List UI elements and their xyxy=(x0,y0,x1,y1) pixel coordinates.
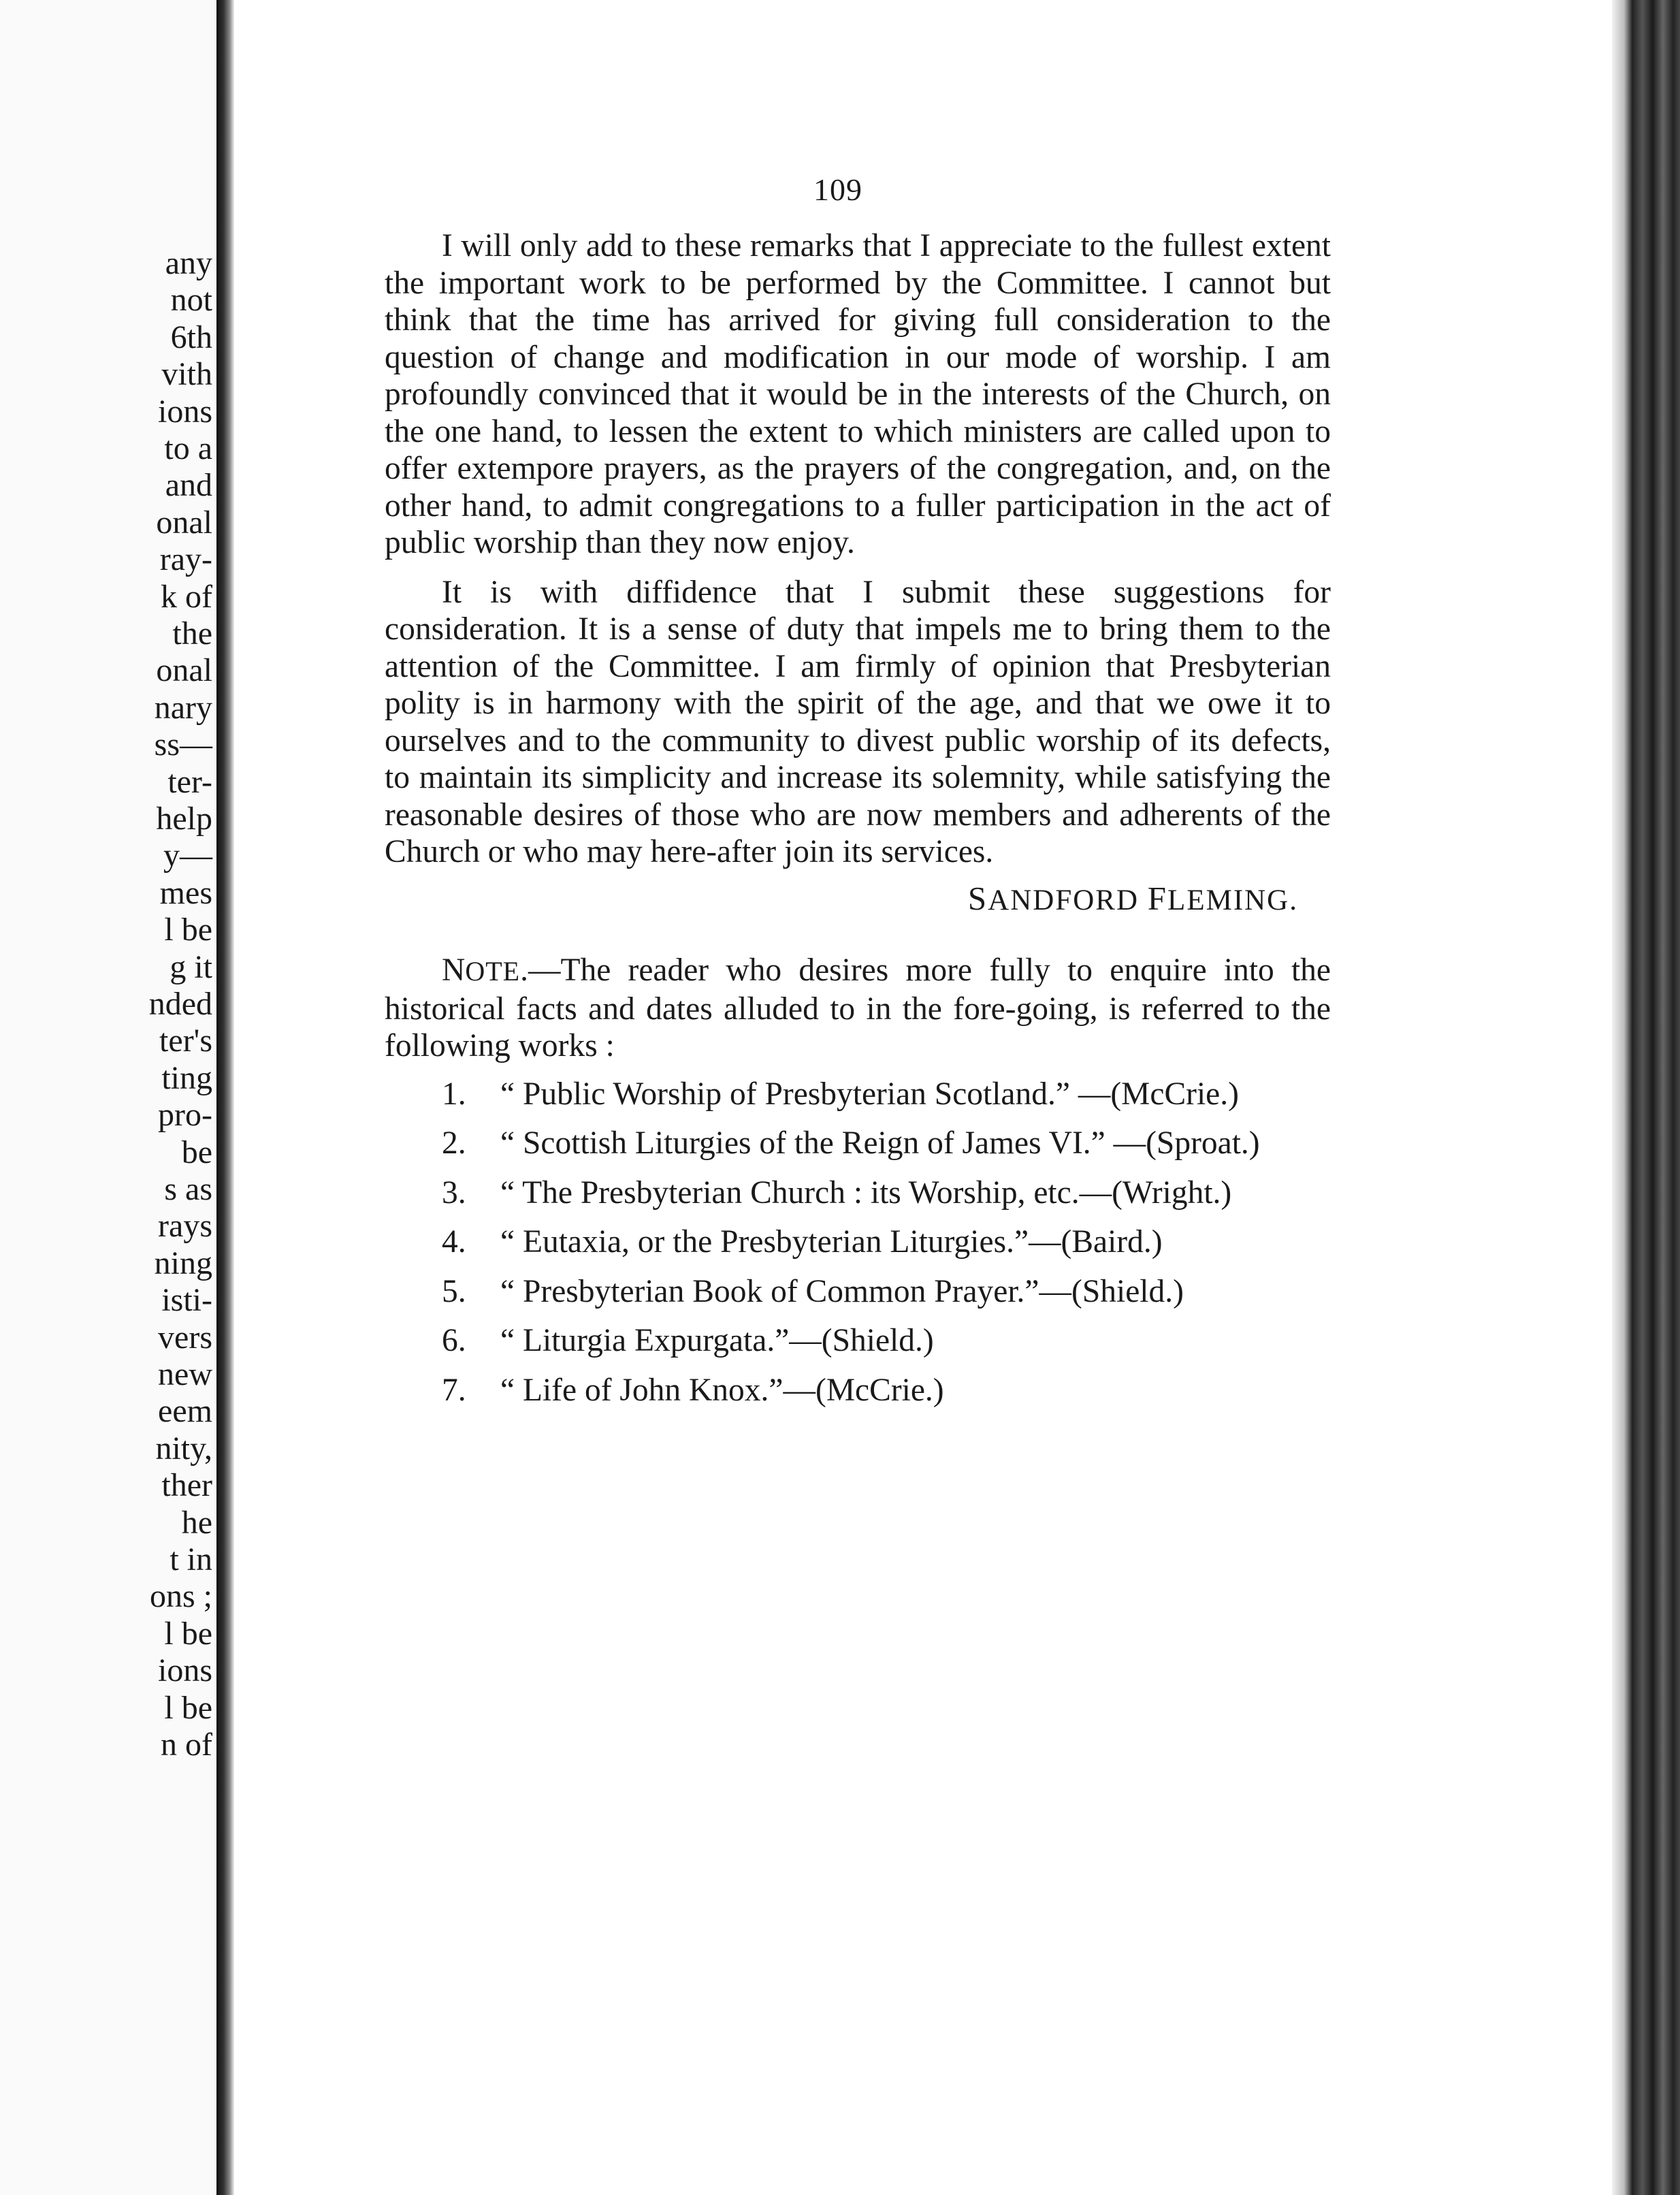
left-page-fragment: ions xyxy=(157,1652,212,1689)
work-number: 3. xyxy=(442,1174,466,1211)
works-list xyxy=(385,1076,1331,1409)
left-page-fragment: ting xyxy=(161,1059,212,1096)
left-page-fragment: ions xyxy=(157,393,212,430)
left-page-fragment: to a xyxy=(164,430,212,466)
left-page-fragment: ther xyxy=(161,1467,212,1504)
left-page-fragment: help xyxy=(156,801,212,837)
paragraph-2: It is with diffidence that I submit these suggestions for consideration. It is a sense of duty that impels me to bring them to the attention of the Committee. I am firmly of opinion that Presbyterian polity is in harmony with the spirit of the age, and that we owe it to ourselves and to the community to divest public worship of its defects, to maintain its simplicity and increase its solemnity, while satisfying the reasonable desires of those who are now members and adherents of the Church or who may here-after join its services. xyxy=(385,574,1331,869)
left-page-fragment: nary xyxy=(154,689,212,726)
left-page-fragment: pro- xyxy=(158,1097,212,1134)
left-page-fragment: the xyxy=(172,615,212,652)
left-page-fragment: t in xyxy=(169,1541,212,1577)
book-gutter xyxy=(216,0,234,2195)
work-title: “ Eutaxia, or the Presbyterian Liturgies.”—(Baird.) xyxy=(500,1224,1163,1260)
left-page-fragment: l be xyxy=(164,1689,212,1726)
left-page-fragment: not xyxy=(170,282,212,319)
work-item xyxy=(385,1322,1331,1360)
left-page-fragment: nded xyxy=(148,986,212,1022)
work-title: “ Scottish Liturgies of the Reign of James VI.” —(Sproat.) xyxy=(500,1125,1260,1161)
left-page-fragment: ss— xyxy=(154,726,212,763)
left-page-fragment: n of xyxy=(161,1727,212,1763)
work-item xyxy=(385,1223,1331,1261)
left-page-fragment: onal xyxy=(156,652,212,689)
left-page-fragment: ter- xyxy=(167,763,212,800)
work-item xyxy=(385,1273,1331,1311)
work-number: 7. xyxy=(442,1372,466,1408)
left-page-fragment: eem xyxy=(158,1393,212,1430)
left-page-fragment: l be xyxy=(164,1615,212,1652)
left-page-fragment: vers xyxy=(158,1319,212,1356)
work-title: “ Presbyterian Book of Common Prayer.”—(Shield.) xyxy=(500,1273,1184,1309)
left-page-fragment: k of xyxy=(161,578,212,615)
left-page-fragment: 6th xyxy=(170,319,212,355)
work-title: “ Public Worship of Presbyterian Scotland.” —(McCrie.) xyxy=(500,1076,1239,1112)
left-page-fragment: isti- xyxy=(161,1282,212,1319)
left-page-fragment: vith xyxy=(161,356,212,393)
signature-last-rest: LEMING. xyxy=(1167,884,1298,916)
left-page-fragment: and xyxy=(165,467,212,504)
page-body xyxy=(385,227,1331,1421)
signature-first-initial: S xyxy=(967,879,988,917)
left-page-fragment: any xyxy=(165,245,212,281)
work-title: “ Life of John Knox.”—(McCrie.) xyxy=(500,1372,944,1408)
note-label-rest: OTE xyxy=(465,956,521,987)
work-number: 1. xyxy=(442,1076,466,1112)
work-item xyxy=(385,1174,1331,1212)
work-item xyxy=(385,1076,1331,1113)
left-page-fragment: s as xyxy=(164,1171,212,1207)
left-page-fragment: g it xyxy=(169,948,212,985)
note-label-initial: N xyxy=(442,952,466,988)
left-page-fragment: mes xyxy=(159,874,212,911)
page-number: 109 xyxy=(813,172,862,207)
previous-page-strip xyxy=(0,0,216,2195)
left-page-fragment: ter's xyxy=(159,1023,212,1059)
left-page-fragment: nity, xyxy=(155,1430,212,1467)
left-page-fragment: ons ; xyxy=(149,1578,212,1615)
left-page-fragment: onal xyxy=(156,504,212,541)
left-page-fragment: rays xyxy=(158,1208,212,1245)
work-number: 5. xyxy=(442,1273,466,1309)
left-page-fragment: ning xyxy=(154,1245,212,1281)
signature-first-rest: ANDFORD xyxy=(988,884,1140,916)
work-number: 6. xyxy=(442,1323,466,1358)
left-page-fragment: y— xyxy=(163,837,212,874)
work-item xyxy=(385,1125,1331,1162)
signature-last-initial: F xyxy=(1147,879,1168,917)
paragraph-1: I will only add to these remarks that I appreciate to the fullest extent the important work to be performed by the Committee. I cannot but think that the time has arrived for giving full consideration to the question of change and modification in our mode of worship. I am profoundly convinced that it would be in the interests of the Church, on the one hand, to lessen the extent to which ministers are called upon to offer extempore prayers, as the prayers of the congregation, and, on the other hand, to admit congregations to a fuller participation in the act of public worship than they now enjoy. xyxy=(385,228,1331,560)
left-page-fragment: new xyxy=(158,1356,212,1392)
work-number: 4. xyxy=(442,1224,466,1260)
left-page-fragment: he xyxy=(181,1504,212,1541)
work-title: “ The Presbyterian Church : its Worship, etc.—(Wright.) xyxy=(500,1174,1232,1211)
work-item xyxy=(385,1372,1331,1409)
work-number: 2. xyxy=(442,1125,466,1161)
book-edge xyxy=(1612,0,1680,2195)
left-page-fragment: l be xyxy=(164,912,212,948)
note-text: .—The reader who desires more fully to enquire into the historical facts and dates alluded to in the fore-going, is referred to the following works : xyxy=(385,952,1331,1063)
note-paragraph xyxy=(385,952,1331,1065)
left-page-fragment: be xyxy=(181,1134,212,1170)
left-page-fragment: ray- xyxy=(159,541,212,578)
signature xyxy=(385,880,1331,920)
work-title: “ Liturgia Expurgata.”—(Shield.) xyxy=(500,1323,934,1358)
